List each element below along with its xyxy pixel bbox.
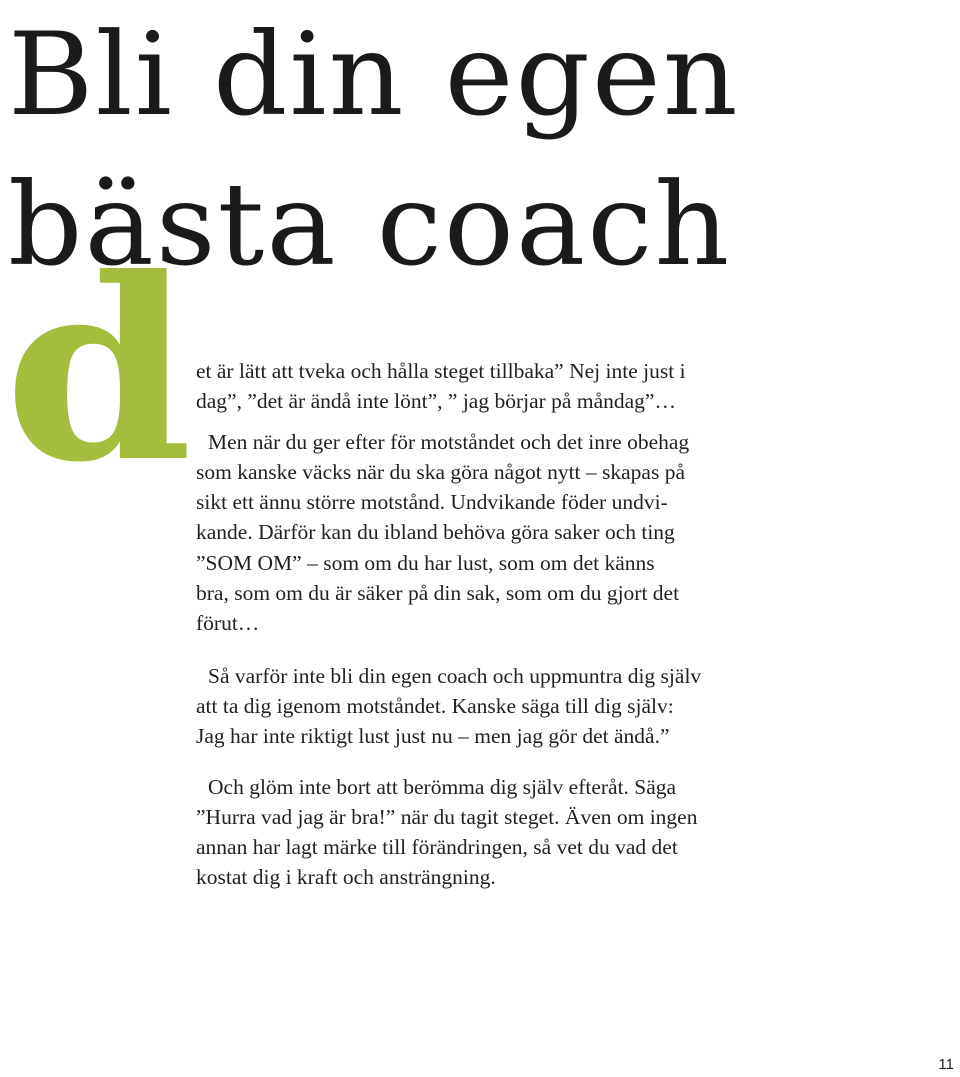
page-number: 11 [938, 1056, 954, 1073]
paragraph-1 [196, 356, 796, 417]
text-line: annan har lagt märke till förändringen, så vet du vad det [196, 835, 678, 860]
text-line: Och glöm inte bort att berömma dig själv efteråt. Säga [208, 774, 677, 799]
text-line: Så varför inte bli din egen coach och uppmuntra dig själv [208, 663, 702, 688]
text-line: bra, som om du är säker på din sak, som om du gjort det [196, 581, 680, 606]
text-line: förut… [196, 611, 260, 636]
text-line: kande. Därför kan du ibland behöva göra saker och ting [196, 520, 675, 545]
text-line: ”SOM OM” – som om du har lust, som om det känns [196, 550, 655, 575]
text-line: Jag har inte riktigt lust just nu – men jag gör det ändå.” [196, 724, 670, 749]
article-body [196, 356, 796, 893]
drop-cap: d [4, 223, 193, 517]
paragraph-3 [196, 661, 796, 752]
title-line-2: bästa coach [8, 158, 732, 291]
text-line: et är lätt att tveka och hålla steget tillbaka” Nej inte just i [196, 359, 686, 383]
text-line: kostat dig i kraft och ansträngning. [196, 865, 496, 890]
title-line-1: Bli din egen [8, 8, 740, 141]
text-line: dag”, ”det är ändå inte lönt”, ” jag börjar på måndag”… [196, 389, 676, 414]
paragraph-4 [196, 772, 796, 893]
paragraph-2 [196, 427, 796, 639]
text-line: Men när du ger efter för motståndet och det inre obehag [208, 429, 690, 454]
text-line: ”Hurra vad jag är bra!” när du tagit steget. Även om ingen [196, 804, 698, 829]
text-line: att ta dig igenom motståndet. Kanske säga till dig själv: [196, 693, 674, 718]
text-line: sikt ett ännu större motstånd. Undvikande föder undvi- [196, 490, 668, 515]
text-line: som kanske väcks när du ska göra något nytt – skapas på [196, 459, 686, 484]
